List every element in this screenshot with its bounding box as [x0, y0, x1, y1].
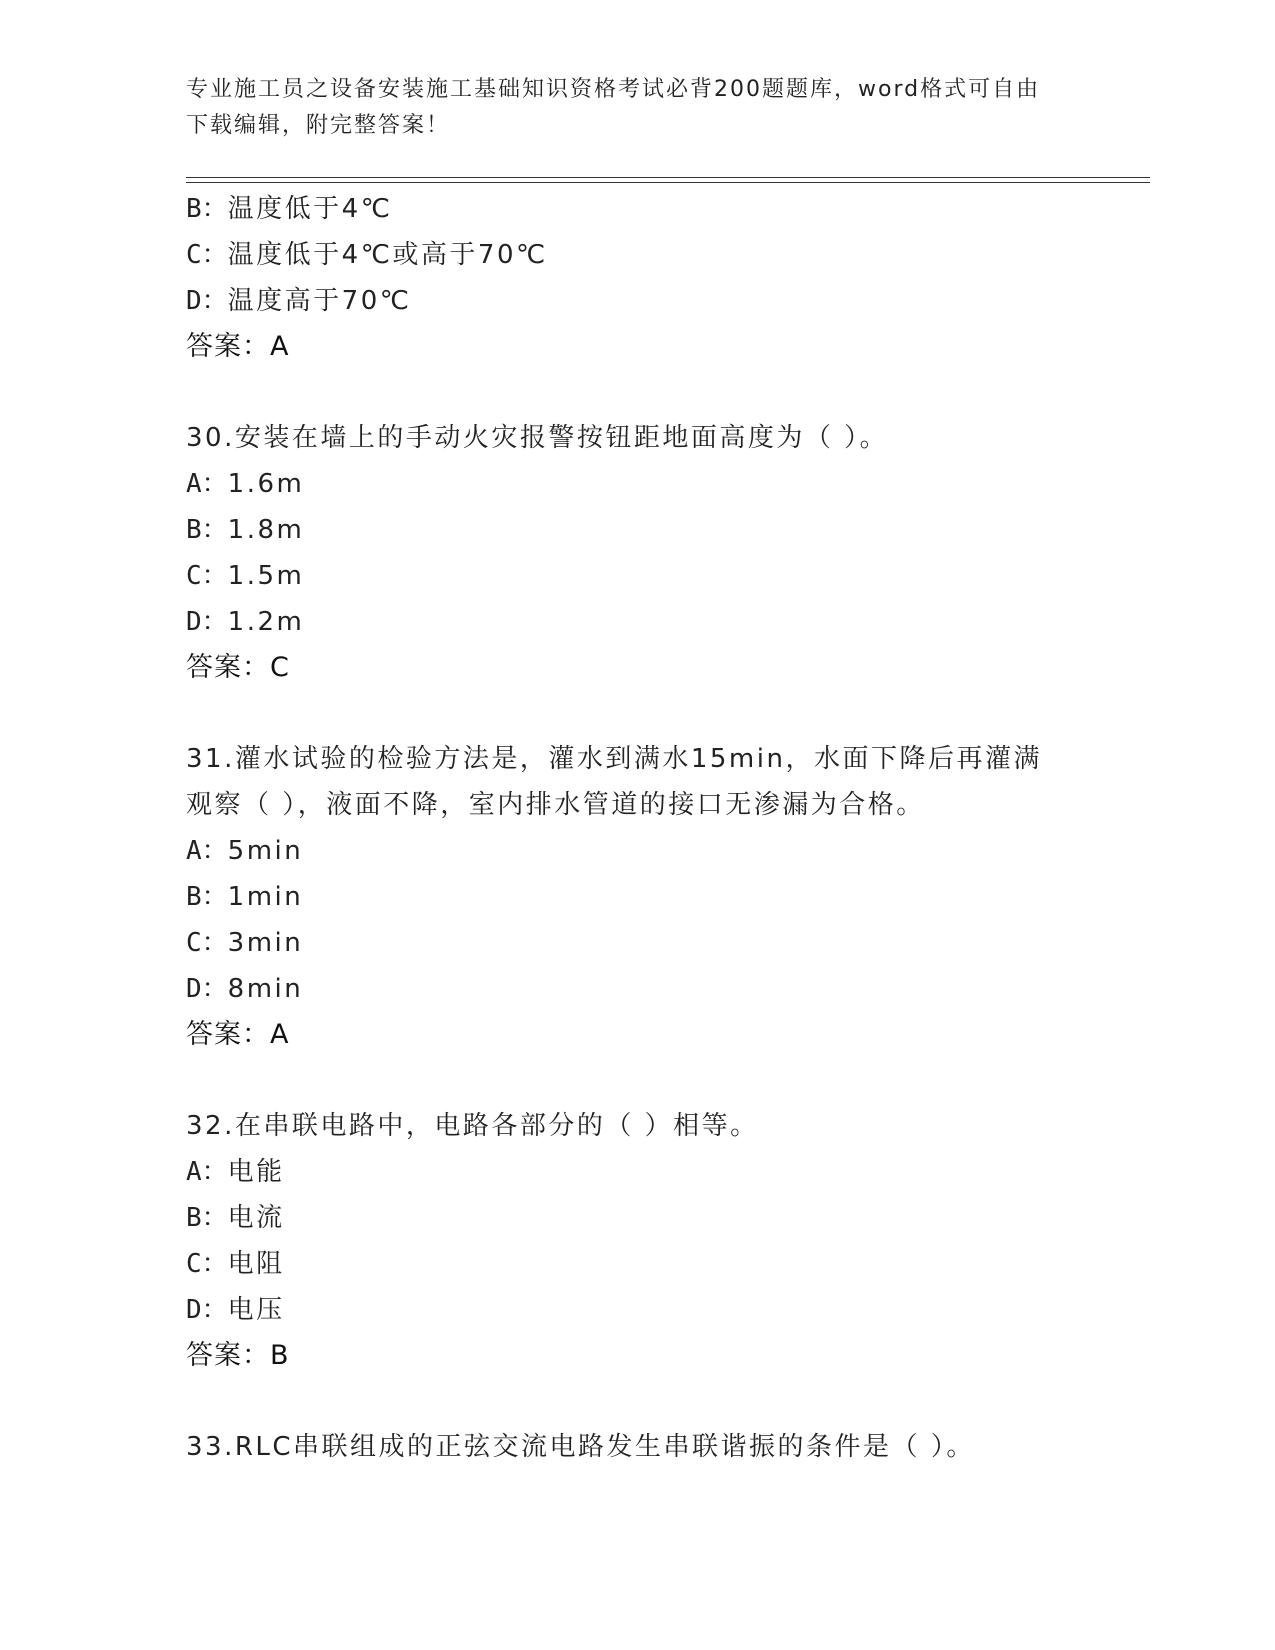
option-letter: D： [186, 974, 228, 1004]
option-text: 3min [227, 928, 304, 958]
option-text: 5min [227, 836, 304, 866]
spacer [186, 1379, 1146, 1424]
document-header [186, 72, 1086, 144]
spacer [186, 691, 1146, 736]
header-divider-bottom [186, 182, 1150, 183]
option-letter: C： [186, 1249, 228, 1279]
question-stem: 33.RLC串联组成的正弦交流电路发生串联谐振的条件是（ ）。 [186, 1432, 975, 1462]
option-row [186, 1149, 1146, 1195]
spacer [186, 1058, 1146, 1103]
option-letter: C： [186, 561, 228, 591]
option-row [186, 599, 1146, 645]
option-letter: C： [186, 928, 228, 958]
option-text: 电压 [227, 1295, 285, 1325]
question-block-31 [186, 736, 1146, 1058]
question-stem: 31.灌水试验的检验方法是，灌水到满水15min，水面下降后再灌满观察（ ），液面不降，室内排水管道的接口无渗漏为合格。 [186, 744, 1042, 820]
question-list [186, 186, 1146, 1470]
answer-line: 答案：B [186, 1340, 290, 1371]
answer-line: 答案：C [186, 652, 290, 683]
option-letter: A： [186, 1157, 228, 1187]
option-letter: A： [186, 836, 228, 866]
spacer [186, 370, 1146, 415]
header-title-line-2: 下载编辑，附完整答案！ [186, 113, 451, 138]
option-text: 8min [227, 974, 304, 1004]
option-letter: D： [186, 1295, 228, 1325]
option-text: 1.6m [227, 469, 305, 499]
option-text: 1.2m [227, 607, 305, 637]
option-row [186, 278, 1146, 324]
option-row [186, 461, 1146, 507]
option-row [186, 553, 1146, 599]
option-text: 温度低于4℃ [227, 194, 393, 224]
option-letter: B： [186, 515, 228, 545]
option-text: 温度高于70℃ [227, 286, 412, 316]
answer-line: 答案：A [186, 331, 290, 362]
option-text: 温度低于4℃或高于70℃ [227, 240, 548, 270]
option-row [186, 186, 1146, 232]
question-block-30 [186, 415, 1146, 691]
option-letter: D： [186, 286, 228, 316]
option-letter: C： [186, 240, 228, 270]
option-text: 1min [227, 882, 304, 912]
carryover-block [186, 186, 1146, 370]
answer-line: 答案：A [186, 1019, 290, 1050]
option-letter: B： [186, 194, 228, 224]
header-divider-top [186, 177, 1150, 178]
option-row [186, 828, 1146, 874]
option-letter: B： [186, 1203, 228, 1233]
option-text: 电流 [227, 1203, 285, 1233]
option-row [186, 966, 1146, 1012]
option-row [186, 1195, 1146, 1241]
header-title-line-1: 专业施工员之设备安装施工基础知识资格考试必背200题题库，word格式可自由 [186, 77, 1041, 102]
option-row [186, 920, 1146, 966]
question-stem: 32.在串联电路中，电路各部分的（ ）相等。 [186, 1111, 759, 1141]
option-letter: A： [186, 469, 228, 499]
option-row [186, 874, 1146, 920]
option-letter: D： [186, 607, 228, 637]
question-block-32 [186, 1103, 1146, 1379]
option-text: 1.5m [227, 561, 305, 591]
option-text: 电能 [227, 1157, 285, 1187]
option-text: 电阻 [227, 1249, 285, 1279]
option-letter: B： [186, 882, 228, 912]
option-text: 1.8m [227, 515, 305, 545]
option-row [186, 507, 1146, 553]
option-row [186, 1241, 1146, 1287]
question-block-33 [186, 1424, 1146, 1470]
question-stem: 30.安装在墙上的手动火灾报警按钮距地面高度为（ ）。 [186, 423, 889, 453]
option-row [186, 1287, 1146, 1333]
option-row [186, 232, 1146, 278]
